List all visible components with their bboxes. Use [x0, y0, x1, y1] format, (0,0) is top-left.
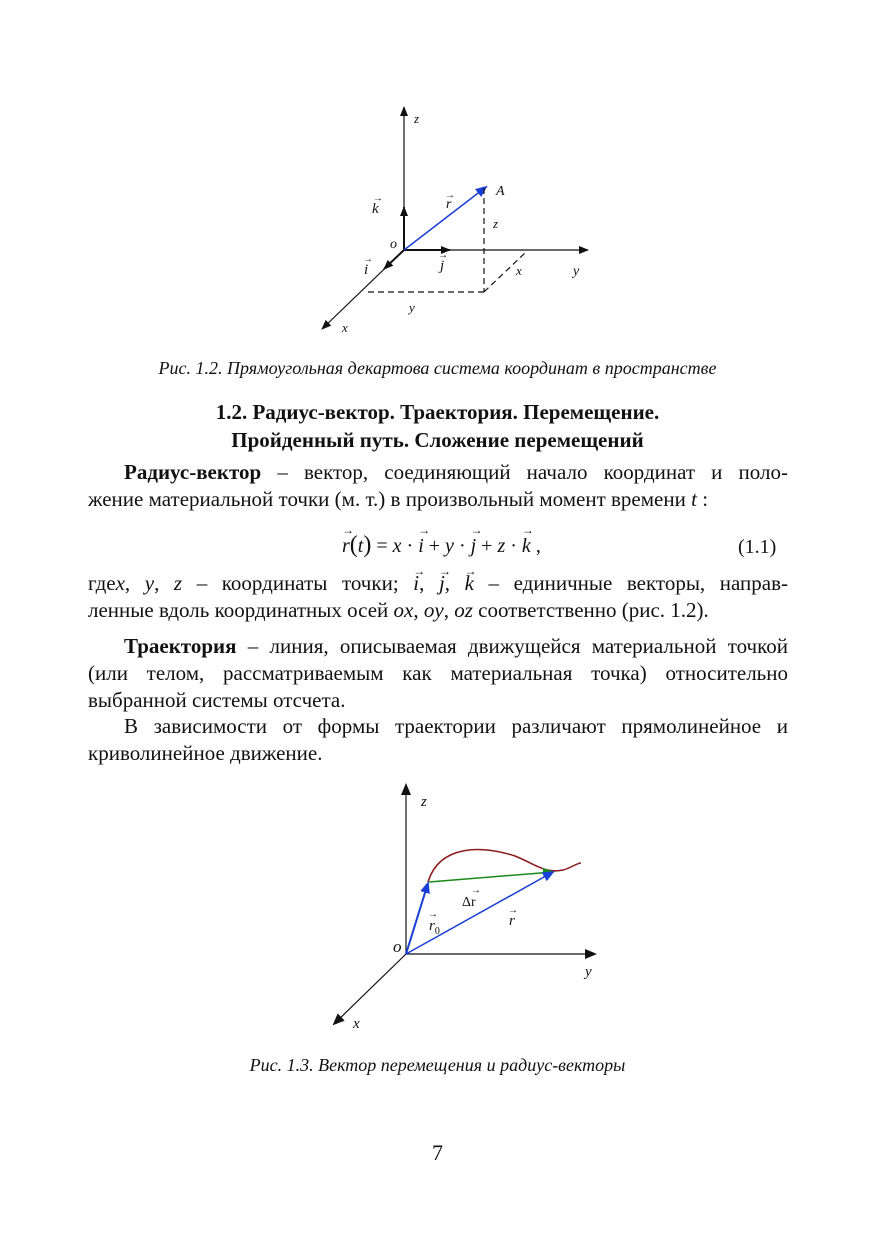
z-axis-label-2: z [421, 794, 427, 810]
para2-text1: – координаты точки; [182, 571, 414, 595]
para2-line2: ленные вдоль координатных осей [88, 598, 394, 622]
r-label: r [446, 197, 452, 212]
i-label: i [364, 262, 369, 278]
para2-line2-end: соответственно (рис. 1.2). [472, 598, 709, 622]
eq-x: x [392, 535, 402, 557]
para2-y: y [144, 571, 155, 595]
figure-1-2-caption: Рис. 1.2. Прямоугольная декартова система координат в пространстве [158, 358, 717, 378]
para1-t: t [691, 487, 697, 511]
x-axis-label-2: x [353, 1016, 360, 1030]
z-axis-label: z [414, 111, 420, 126]
origin-label-2: o [393, 937, 402, 956]
term-trajectory: Траектория [124, 634, 237, 658]
r-label-2: r [509, 913, 515, 929]
page-number: 7 [432, 1140, 443, 1165]
para1-colon: : [696, 487, 709, 511]
y-projection-label: y [409, 300, 415, 315]
para2-x: x [115, 571, 125, 595]
eq-k: → k [522, 535, 531, 558]
figure-1-2 [300, 95, 620, 345]
x-projection-label: x [516, 263, 522, 278]
r0-label: $r_0$ [429, 918, 440, 937]
para3-rest: – линия, описываемая движущейся материальной точкой (или телом, рассматриваемым как материальная точка) относительно выбранной системы отсчета. [88, 634, 788, 712]
eq-t: t [357, 535, 364, 557]
para2-where: где [88, 571, 116, 595]
term-radius-vector: Радиус-вектор [124, 460, 262, 484]
para2-ox: ox [393, 598, 414, 622]
r-arrow-2: → [508, 905, 518, 916]
paragraph-trajectory [88, 633, 788, 714]
j-label: j [440, 258, 445, 274]
j-arrow: → [438, 250, 448, 261]
k-label: k [372, 201, 379, 217]
i-arrow: → [363, 254, 373, 265]
para2-k: → k [465, 570, 474, 597]
point-a-label: A [496, 184, 505, 199]
eq-z: z [497, 535, 506, 557]
origin-label: o [390, 237, 397, 252]
equation-number: (1.1) [738, 536, 777, 558]
section-heading-line1: 1.2. Радиус-вектор. Траектория. Перемещение. [215, 400, 660, 424]
x-axis-label: x [342, 320, 348, 335]
delta-r-label: Δr [462, 895, 476, 910]
x-axis-2 [334, 954, 406, 1024]
paragraph-coordinates: гдеx, y, z – координаты точки; → i, → j, → k – единичные векторы, направ- ленные вдоль координатных осей ox, oy, oz соответственно (рис. 1.2). [88, 570, 788, 624]
eq-r: → r [342, 535, 350, 558]
k-arrow: → [373, 193, 383, 204]
trajectory-curve [428, 850, 581, 882]
figure-1-3 [325, 778, 615, 1030]
r-arrow: → [445, 190, 455, 201]
displacement-vector [429, 872, 553, 882]
eq-j: → j [471, 535, 477, 558]
paragraph-motion-types: В зависимости от формы траектории различают прямолинейное и криволинейное движение. [88, 714, 788, 765]
z-projection-label: z [493, 216, 499, 231]
eq-i: → i [418, 535, 424, 558]
para2-j: → j [439, 570, 445, 597]
section-heading-line2: Пройденный путь. Сложение перемещений [231, 428, 644, 452]
unit-vector-i [384, 250, 404, 269]
para2-z: z [173, 571, 183, 595]
delta-r-arrow: → [471, 885, 481, 896]
para2-oy: oy [423, 598, 444, 622]
r0-arrow: → [428, 909, 438, 920]
para2-oz: oz [454, 598, 473, 622]
equation-1-1: → r(t) = x · → i + y · → j + z · → k , [342, 532, 541, 559]
para1-line1: – вектор, соединяющий начало координат и поло- [261, 460, 788, 484]
para1-line2: жение материальной точки (м. т.) в произвольный момент времени [88, 487, 692, 511]
para2-i: → i [413, 570, 419, 597]
paragraph-radius-vector [88, 459, 788, 513]
figure-1-3-caption: Рис. 1.3. Вектор перемещения и радиус-векторы [249, 1055, 626, 1075]
y-axis-label-2: y [585, 964, 592, 980]
eq-y: y [445, 535, 454, 557]
y-axis-label: y [573, 264, 580, 279]
para2-text2: – единичные векторы, направ- [473, 571, 789, 595]
